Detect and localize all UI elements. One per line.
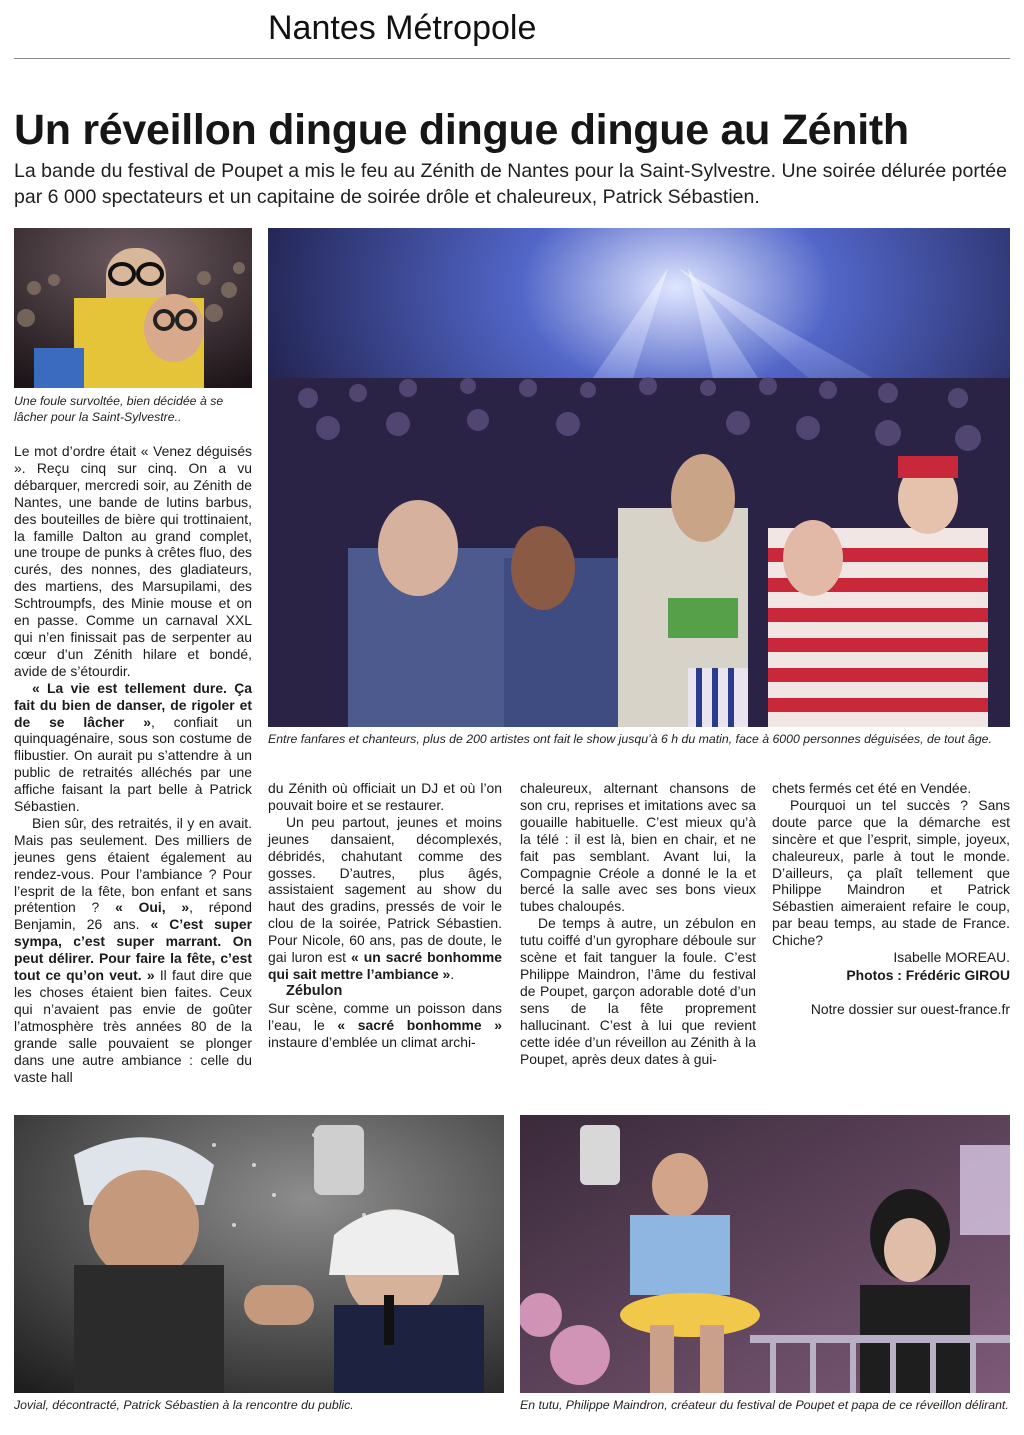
standfirst: La bande du festival de Poupet a mis le feu au Zénith de Nantes pour la Saint-Sylvestre. Une soirée délurée portée par 6 000 spectateurs et un capitaine de soirée drôle et chaleureux, Patrick Sébastien. — [14, 160, 1007, 208]
byline — [772, 948, 1010, 984]
article-column-1 — [14, 443, 252, 1085]
photo-crowd-small — [14, 228, 252, 388]
text: instaure d’emblée un climat archi- — [268, 1033, 476, 1050]
paragraph: du Zénith où officiait un DJ et où l’on pouvait boire et se restaurer. — [268, 780, 502, 813]
dossier-link[interactable]: Notre dossier sur ouest-france.fr — [810, 1001, 1010, 1017]
article-column-2 — [268, 780, 502, 1051]
paragraph: chets fermés cet été en Vendée. — [772, 780, 972, 796]
photo-crowd-main — [268, 228, 1010, 727]
quote: « sacré bonhomme » — [337, 1016, 502, 1033]
text: Bien sûr, des retraités, il y en avait. Mais pas seulement. Des milliers de jeunes gens étaient également au rendez-vous. Pour l’ambiance ? Pour l’esprit de la fête, bon enfant et sans prétention ? — [14, 814, 252, 916]
text: . — [450, 965, 455, 982]
text: , répond Benjamin, 26 ans. — [14, 899, 252, 933]
text: Sur scène, comme un poisson dans l’eau, le — [268, 999, 502, 1033]
caption-small-photo: Une foule survoltée, bien décidée à se lâcher pour la Saint-Sylvestre.. — [14, 394, 224, 424]
paragraph: De temps à autre, un zébulon en tutu coiffé d’un gyrophare déboule sur scène et fait tanguer la foule. C’est Philippe Maindron, l’âme du festival de Poupet, garçon adorable doté d’un sens de la fête proprement hallucinant. C’est à lui que revient cette idée d’un réveillon au Zénith à la Poupet, après deux dates à gui- — [520, 915, 756, 1067]
subhead: Zébulon — [286, 982, 343, 999]
quote: « Oui, » — [115, 899, 190, 916]
paragraph: chaleureux, alternant chansons de son cru, reprises et imitations avec sa gouaille habituelle. C’est mieux qu’à la télé : il est là, bien en chair, et ne fait pas semblant. Avant lui, la Compagnie Créole a donné le la et bercé la salle avec ses bons vieux tubes chaloupés. — [520, 780, 756, 915]
text: Il faut dire que les choses étaient bien faites. Ceux qui n’avaient pas envie de goûter l’atmosphère très années 80 de la grande salle pouvaient se plonger dans une autre ambiance : celle du vaste hall — [14, 967, 252, 1085]
paragraph: Pourquoi un tel succès ? Sans doute parce que la démarche est sincère et que l’esprit, simple, joyeux, chaleureux, parle à tout le monde. D’ailleurs, ça plaît tellement que Philippe Maindron et Patrick Sébastien aimeraient refaire le coup, par beau temps, au stade de France. Chiche? — [772, 796, 1010, 949]
quote: « La vie est tellement dure. Ça fait du bien de danser, de rigoler et de se lâcher » — [14, 679, 252, 730]
article-column-3 — [520, 780, 756, 1067]
text: , confiait un quinquagénaire, sous son costume de flibustier. On aurait pu s’attendre à un public de retraités alléchés par une affiche faisant la part belle à Patrick Sébastien. — [14, 713, 253, 815]
header-rule — [14, 58, 1010, 59]
author: Isabelle MOREAU. — [893, 949, 1010, 965]
quote: « C’est super sympa, c’est super marrant. On peut délirer. Pour faire la fête, c’est tout ce qu’on veut. » — [14, 916, 252, 984]
paragraph — [268, 814, 502, 983]
caption-main-photo: Entre fanfares et chanteurs, plus de 200 artistes ont fait le show jusqu’à 6 h du matin, face à 6000 personnes déguisées, de tout âge. — [268, 732, 992, 746]
paragraph — [268, 1000, 502, 1051]
headline: Un réveillon dingue dingue dingue au Zénith — [14, 106, 909, 154]
photo-philippe-maindron — [520, 1115, 1010, 1393]
paragraph — [14, 680, 252, 815]
article-column-4 — [772, 780, 1010, 949]
caption-bottom-right: En tutu, Philippe Maindron, créateur du festival de Poupet et papa de ce réveillon délirant. — [520, 1398, 1009, 1412]
paragraph: Le mot d’ordre était « Venez déguisés ». Reçu cinq sur cinq. On a vu débarquer, mercredi soir, au Zénith de Nantes, une bande de lutins barbus, des bouteilles de bière qui trottinaient, la famille Dalton au grand complet, une troupe de punks à crêtes fluo, des curés, des nonnes, des gladiateurs, des martiens, des Marsupilami, des Schtroumpfs, des Minie mouse et on en passe. Comme un carnaval XXL qui n’en finissait pas de serpenter au cœur d’un Zénith hilare et bondé, avide de s’étourdir. — [14, 443, 252, 679]
paragraph — [14, 815, 252, 1086]
quote: « un sacré bonhomme qui sait mettre l’ambiance » — [268, 949, 502, 982]
section-title: Nantes Métropole — [268, 9, 537, 47]
photo-patrick-sebastien — [14, 1115, 504, 1393]
photo-credit: Photos : Frédéric GIROU — [846, 967, 1010, 983]
text: Un peu partout, jeunes et moins jeunes dansaient, décomplexés, débridés, chahutant comme des gosses. D’autres, plus âgés, assistaient sagement au show du haut des gradins, pressés de voir le clou de la soirée, Patrick Sébastien. Pour Nicole, 60 ans, pas de doute, le gai luron est — [268, 813, 502, 966]
caption-bottom-left: Jovial, décontracté, Patrick Sébastien à la rencontre du public. — [14, 1398, 354, 1412]
